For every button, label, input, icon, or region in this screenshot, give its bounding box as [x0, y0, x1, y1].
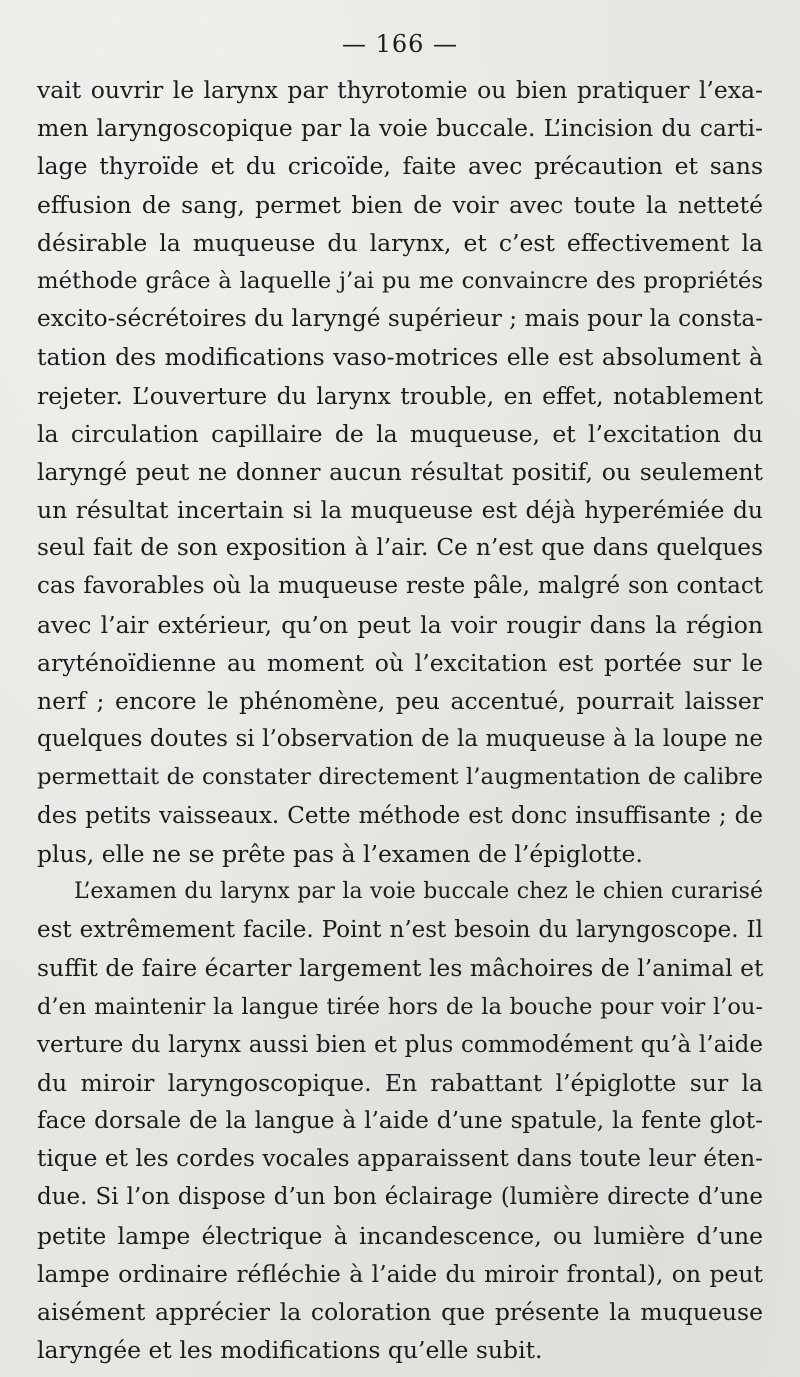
text-line: méthode grâce à laquelle j’ai pu me convaincre des propriétés — [37, 267, 763, 294]
text-line: rejeter. L’ouverture du larynx trouble, en effet, notablement — [37, 381, 763, 410]
text-line: suffit de faire écarter largement les mâchoires de l’animal et — [37, 954, 764, 983]
text-line: laryngée et les modifications qu’elle subit. — [37, 1336, 543, 1365]
text-line: men laryngoscopique par la voie buccale. L’incision du carti- — [37, 114, 763, 143]
text-line: d’en maintenir la langue tirée hors de la bouche pour voir l’ou- — [37, 993, 763, 1020]
text-line: excito-sécrétoires du laryngé supérieur ; mais pour la consta- — [37, 305, 764, 333]
text-line: seul fait de son exposition à l’air. Ce n’est que dans quelques — [37, 534, 763, 562]
text-line: est extrêmement facile. Point n’est besoin du laryngoscope. Il — [37, 917, 763, 944]
text-line: plus, elle ne se prête pas à l’examen de l’épiglotte. — [37, 839, 643, 868]
text-line: cas favorables où la muqueuse reste pâle, malgré son contact — [37, 573, 763, 600]
text-line: désirable la muqueuse du larynx, et c’est effectivement la — [37, 228, 763, 257]
text-line: aisément apprécier la coloration que présente la muqueuse — [37, 1298, 763, 1326]
text-line: des petits vaisseaux. Cette méthode est donc insuffisante ; de — [37, 802, 763, 829]
text-line: avec l’air extérieur, qu’on peut la voir rougir dans la région — [37, 610, 763, 639]
text-line: nerf ; encore le phénomène, peu accentué, pourrait laisser — [37, 687, 763, 715]
body-text — [37, 71, 763, 1369]
page-number: — 166 — — [341, 30, 459, 58]
text-line: L’examen du larynx par la voie buccale chez le chien curarisé — [74, 878, 763, 904]
text-line: due. Si l’on dispose d’un bon éclairage (lumière directe d’une — [37, 1184, 763, 1211]
text-line: petite lampe électrique à incandescence, ou lumière d’une — [37, 1221, 763, 1250]
text-line: effusion de sang, permet bien de voir avec toute la netteté — [37, 190, 763, 219]
text-line: lampe ordinaire réfléchie à l’aide du miroir frontal), on peut — [37, 1259, 763, 1288]
text-line: tation des modifications vaso-motrices elle est absolument à — [37, 343, 763, 372]
paragraph-2 — [37, 873, 763, 1369]
text-line: vait ouvrir le larynx par thyrotomie ou bien pratiquer l’exa- — [37, 76, 763, 104]
text-line: lage thyroïde et du cricoïde, faite avec précaution et sans — [37, 152, 763, 181]
text-line: du miroir laryngoscopique. En rabattant l’épiglotte sur la — [37, 1068, 763, 1097]
text-line: laryngé peut ne donner aucun résultat positif, ou seulement — [37, 457, 763, 486]
text-line: verture du larynx aussi bien et plus commodément qu’à l’aide — [37, 1031, 763, 1058]
text-line: aryténoïdienne au moment où l’excitation est portée sur le — [37, 648, 763, 677]
paragraph-1 — [37, 71, 763, 873]
text-line: face dorsale de la langue à l’aide d’une spatule, la fente glot- — [37, 1107, 763, 1135]
text-line: permettait de constater directement l’augmentation de calibre — [37, 764, 763, 791]
text-line: tique et les cordes vocales apparaissent dans toute leur éten- — [37, 1145, 763, 1173]
text-line: quelques doutes si l’observation de la muqueuse à la loupe ne — [37, 726, 763, 753]
text-line: la circulation capillaire de la muqueuse, et l’excitation du — [37, 419, 763, 448]
text-line: un résultat incertain si la muqueuse est déjà hyperémiée du — [37, 496, 763, 525]
